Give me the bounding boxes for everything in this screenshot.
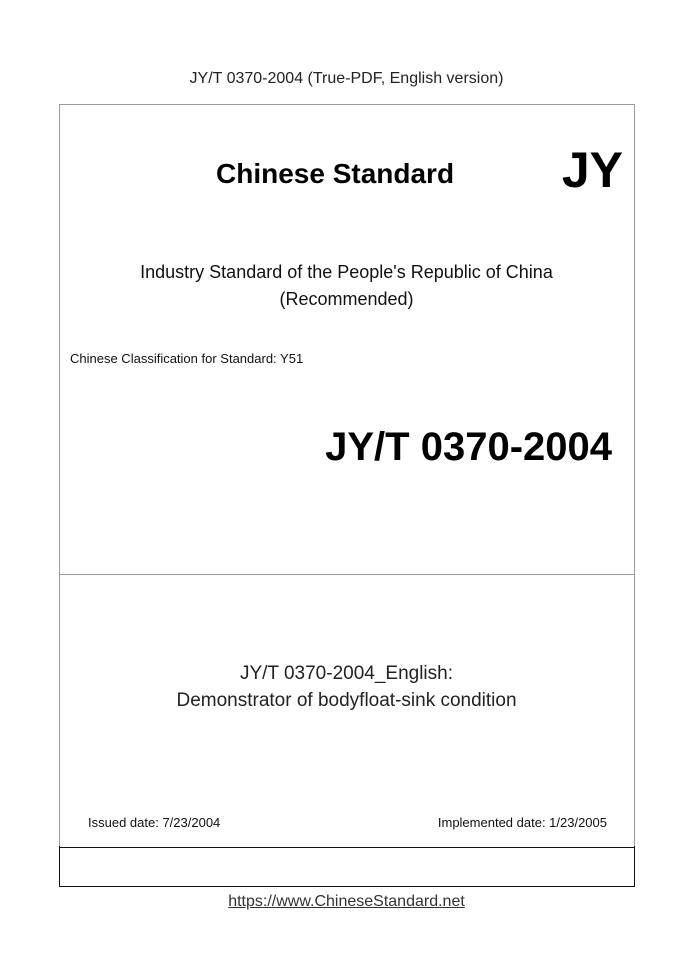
- standard-number: JY/T 0370-2004: [325, 425, 612, 469]
- cover-title: Chinese Standard: [216, 158, 455, 189]
- issued-date: Issued date: 7/23/2004: [88, 815, 221, 830]
- footer-link-container: [0, 893, 693, 911]
- implemented-date: Implemented date: 1/23/2005: [437, 815, 607, 830]
- english-title: [0, 660, 693, 714]
- cover-footer-frame: [59, 846, 635, 887]
- industry-standard-text: [0, 259, 693, 313]
- english-title-line-2: Demonstrator of bodyfloat-sink condition: [176, 690, 517, 711]
- website-link[interactable]: https://www.ChineseStandard.net: [228, 893, 465, 910]
- industry-line-2: (Recommended): [279, 289, 414, 309]
- english-title-line-1: JY/T 0370-2004_English:: [239, 663, 454, 684]
- standard-code-badge: JY: [561, 142, 623, 198]
- document-header-title: JY/T 0370-2004 (True-PDF, English version): [189, 70, 504, 87]
- industry-line-1: Industry Standard of the People's Republic of China: [140, 262, 553, 282]
- classification-text: Chinese Classification for Standard: Y51: [70, 351, 304, 366]
